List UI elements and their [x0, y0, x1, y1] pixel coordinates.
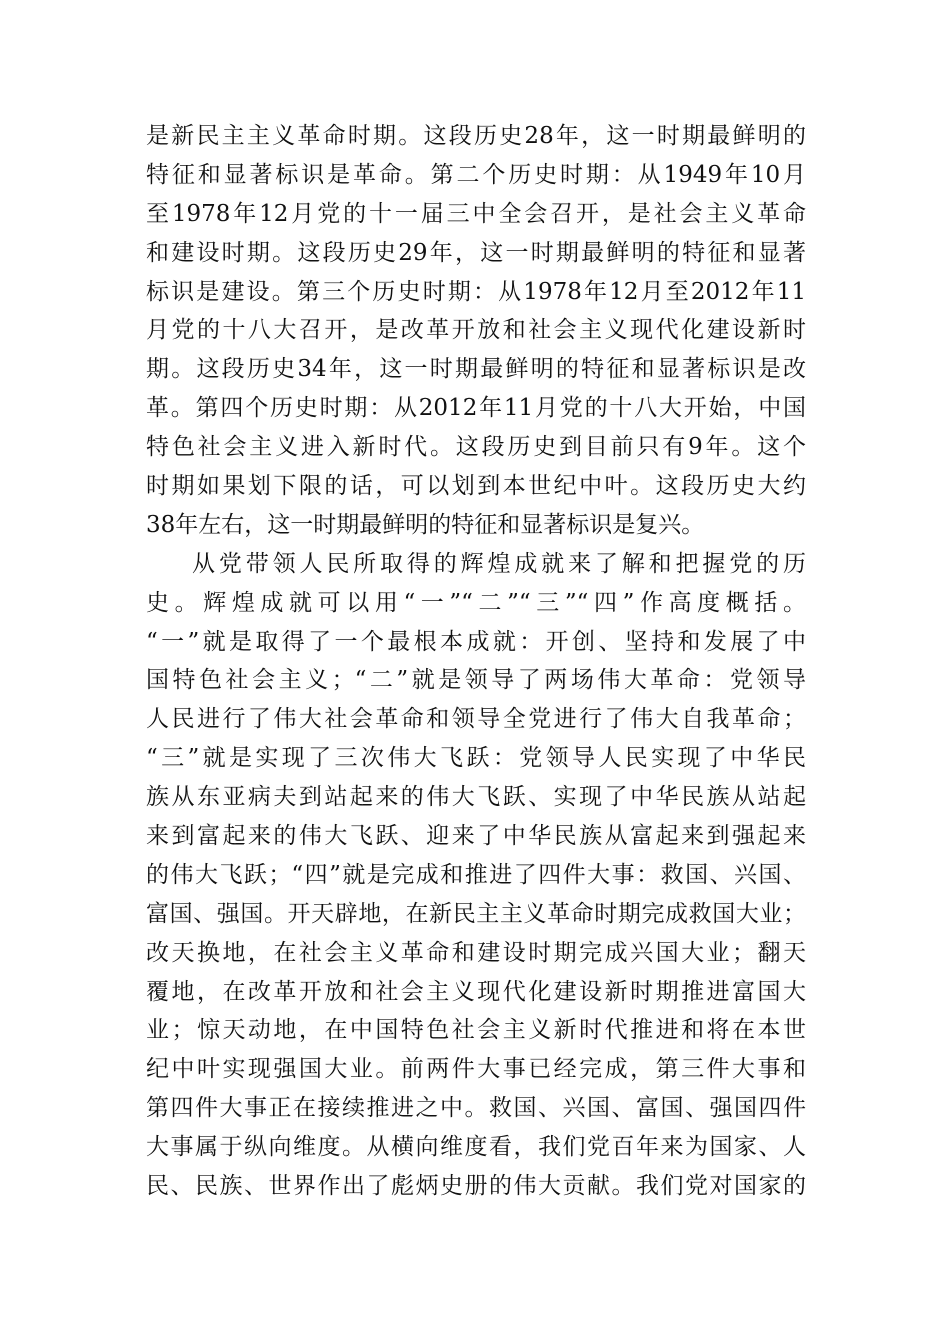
text-line: 人民进行了伟大社会革命和领导全党进行了伟大自我革命； — [146, 706, 806, 733]
text-line: 族从东亚病夫到站起来的伟大飞跃、实现了中华民族从站起 — [146, 784, 806, 811]
text-line: “三”就是实现了三次伟大飞跃：党领导人民实现了中华民 — [146, 745, 806, 772]
text-line: 覆地，在改革开放和社会主义现代化建设新时期推进富国大 — [146, 978, 806, 1005]
text-line: 月党的十八大召开，是改革开放和社会主义现代化建设新时 — [146, 317, 806, 344]
text-line: 史。辉煌成就可以用“一”“二”“三”“四”作高度概括。 — [146, 589, 806, 616]
text-line: 革。第四个历史时期：从2012年11月党的十八大开始，中国 — [146, 395, 806, 422]
text-line: “一”就是取得了一个最根本成就：开创、坚持和发展了中 — [146, 628, 806, 655]
text-line: 38年左右，这一时期最鲜明的特征和显著标识是复兴。 — [146, 511, 705, 538]
document-body — [146, 117, 806, 1206]
text-line: 特色社会主义进入新时代。这段历史到目前只有9年。这个 — [146, 434, 806, 461]
text-line: 来到富起来的伟大飞跃、迎来了中华民族从富起来到强起来 — [146, 823, 806, 850]
text-line: 期。这段历史34年，这一时期最鲜明的特征和显著标识是改 — [146, 356, 806, 383]
paragraph-first-line: 从党带领人民所取得的辉煌成就来了解和把握党的历 — [192, 550, 806, 577]
text-line: 业；惊天动地，在中国特色社会主义新时代推进和将在本世 — [146, 1017, 806, 1044]
text-line: 民、民族、世界作出了彪炳史册的伟大贡献。我们党对国家的 — [146, 1173, 806, 1200]
text-line: 大事属于纵向维度。从横向维度看，我们党百年来为国家、人 — [146, 1134, 806, 1161]
text-line: 纪中叶实现强国大业。前两件大事已经完成，第三件大事和 — [146, 1056, 806, 1083]
text-line: 的伟大飞跃；“四”就是完成和推进了四件大事：救国、兴国、 — [146, 861, 806, 888]
text-line: 标识是建设。第三个历史时期：从1978年12月至2012年11 — [146, 278, 806, 305]
text-line: 第四件大事正在接续推进之中。救国、兴国、富国、强国四件 — [146, 1095, 806, 1122]
text-line: 国特色社会主义；“二”就是领导了两场伟大革命：党领导 — [146, 667, 806, 694]
text-line: 富国、强国。开天辟地，在新民主主义革命时期完成救国大业； — [146, 900, 806, 927]
text-line: 时期如果划下限的话，可以划到本世纪中叶。这段历史大约 — [146, 473, 806, 500]
text-line: 至1978年12月党的十一届三中全会召开，是社会主义革命 — [146, 200, 806, 227]
text-line: 和建设时期。这段历史29年，这一时期最鲜明的特征和显著 — [146, 239, 806, 266]
text-line: 改天换地，在社会主义革命和建设时期完成兴国大业；翻天 — [146, 939, 806, 966]
text-line: 是新民主主义革命时期。这段历史28年，这一时期最鲜明的 — [146, 123, 806, 149]
text-line: 特征和显著标识是革命。第二个历史时期：从1949年10月 — [146, 161, 806, 188]
